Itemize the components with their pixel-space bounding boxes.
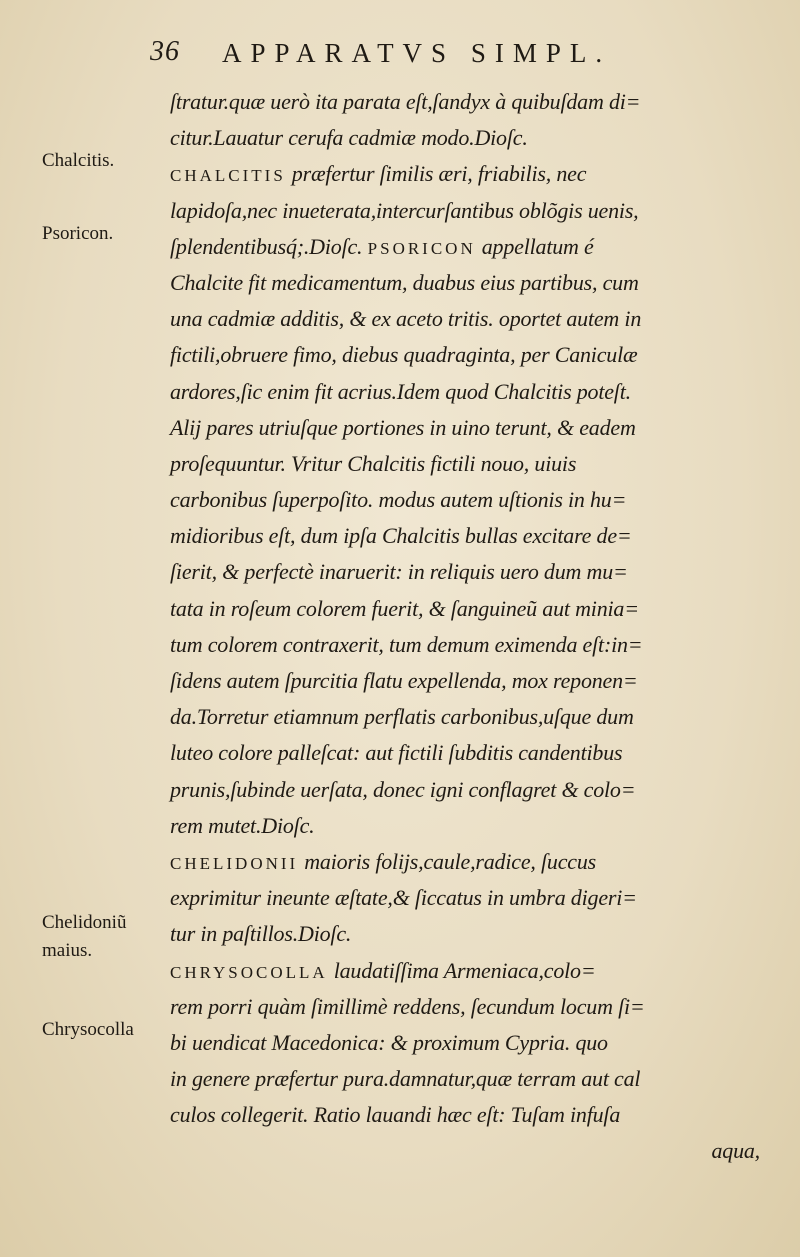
running-head: [150, 36, 710, 76]
text-line: ſidens autem ſpurcitia flatu expellenda, mox reponen=: [170, 668, 638, 693]
text-line: rem porri quàm ſimillimè reddens, ſecundum locum ſi=: [170, 993, 645, 1019]
margin-note-chelidonium: Chelidoniũ: [42, 912, 127, 933]
text-line: lapidoſa,nec inueterata,intercurſantibus oblõgis uenis,: [170, 197, 639, 223]
text-line: ſtratur.quæ uerò ita parata eſt,ſandyx à quibuſdam di=: [170, 89, 641, 114]
text-line: luteo colore palleſcat: aut fictili ſubditis candentibus: [170, 740, 623, 766]
text-line: proſequuntur. Vritur Chalcitis fictili nouo, uiuis: [170, 450, 577, 476]
running-title: APPARATVS SIMPL.: [222, 38, 612, 68]
text-line: exprimitur ineunte æſtate,& ſiccatus in umbra digeri=: [170, 885, 637, 911]
catchword: aqua,: [711, 1138, 760, 1164]
text-line: ſplendentibusq́;.Dioſc. PSORICON appellatum é: [170, 233, 594, 259]
text-line: carbonibus ſuperpoſito. modus autem uſtionis in hu=: [170, 487, 627, 513]
text-line: Chalcite fit medicamentum, duabus eius partibus, cum: [170, 269, 639, 295]
text-column: [170, 84, 790, 1170]
text-line: CHELIDONII maioris folijs,caule,radice, ſuccus: [170, 848, 596, 874]
text-line: in genere præfertur pura.damnatur,quæ terram aut cal: [170, 1066, 641, 1092]
small-caps-headword: CHALCITIS: [170, 166, 286, 186]
text-line: fictili,obruere fimo, diebus quadraginta, per Caniculæ: [170, 342, 638, 368]
text-line: CHRYSOCOLLA laudatiſſima Armeniaca,colo=: [170, 957, 596, 983]
text-line: da.Torretur etiamnum perflatis carbonibus,uſque dum: [170, 704, 634, 730]
text-line: rem mutet.Dioſc.: [170, 812, 315, 838]
text-line: tur in paſtillos.Dioſc.: [170, 921, 352, 947]
text-line: prunis,ſubinde uerſata, donec igni conflagret & colo=: [170, 776, 636, 802]
text-line: tum colorem contraxerit, tum demum eximenda eſt:in=: [170, 631, 643, 657]
text-line: culos collegerit. Ratio lauandi hæc eſt: Tuſam infuſa: [170, 1102, 621, 1128]
margin-note-chalcitis: Chalcitis.: [42, 150, 115, 171]
margin-note-psoricon: Psoricon.: [42, 223, 114, 244]
text-line: una cadmiæ additis, & ex aceto tritis. oportet autem in: [170, 306, 642, 332]
text-line: tata in roſeum colorem fuerit, & ſanguineũ aut minia=: [170, 595, 639, 621]
text-line: bi uendicat Macedonica: & proximum Cypria. quo: [170, 1029, 608, 1055]
text-line: Alij pares utriuſque portiones in uino terunt, & eadem: [170, 414, 636, 440]
text-line: CHALCITIS præfertur ſimilis æri, friabilis, nec: [170, 161, 587, 187]
text-line: citur.Lauatur cerufa cadmiæ modo.Dioſc.: [170, 125, 528, 151]
text-line: ardores,ſic enim fit acrius.Idem quod Chalcitis poteſt.: [170, 378, 631, 404]
margin-note-chrysocolla: Chrysocolla: [42, 1019, 134, 1040]
margin-note-maius: maius.: [42, 940, 93, 961]
small-caps-headword: PSORICON: [367, 238, 476, 258]
page-number: 36: [150, 36, 180, 67]
text-line: ſierit, & perfectè inaruerit: in reliquis uero dum mu=: [170, 559, 628, 585]
small-caps-headword: CHELIDONII: [170, 853, 299, 873]
small-caps-headword: CHRYSOCOLLA: [170, 962, 328, 982]
text-line: midioribus eſt, dum ipſa Chalcitis bullas excitare de=: [170, 523, 632, 549]
